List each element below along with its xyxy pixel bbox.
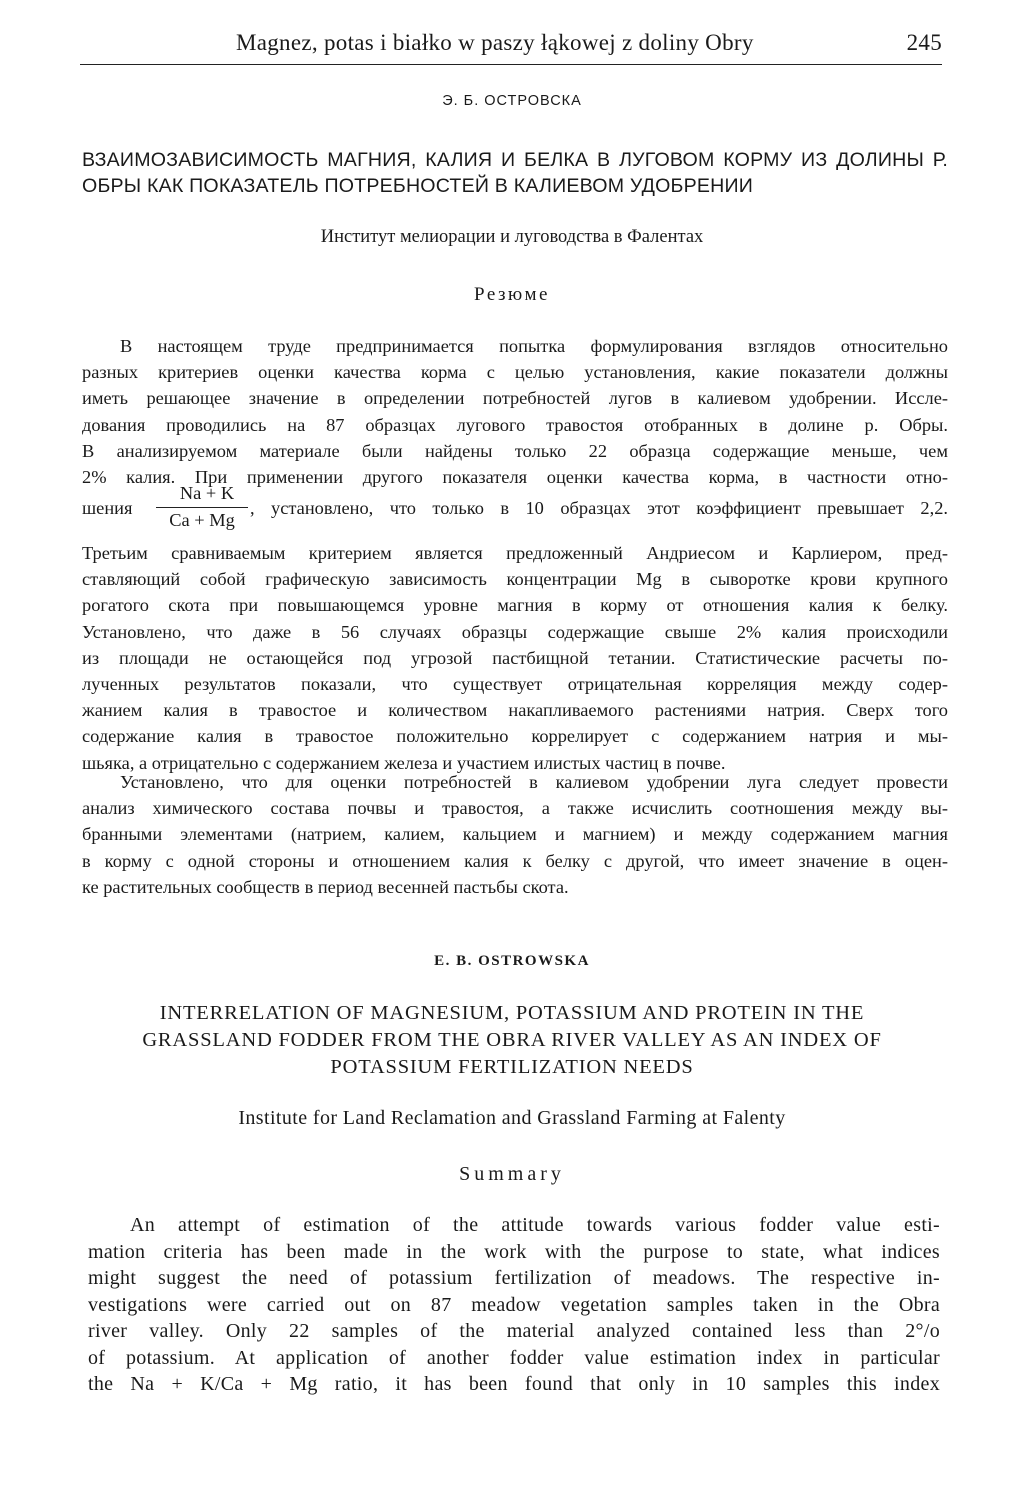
text-line: анализ химического состава почвы и травостоя, а также исчислить соотношения между вы- (82, 798, 948, 819)
text-line: Установлено, что для оценки потребностей в калиевом удобрении луга следует провести (120, 772, 948, 792)
text-line: Третьим сравниваемым критерием является предложенный Андриесом и Карлиером, пред- (82, 543, 948, 563)
fraction-denominator: Ca + Mg (169, 510, 235, 530)
text-line: ставляющий собой графическую зависимость концентрации Mg в сыворотке крови крупного (82, 569, 948, 590)
english-institute: Institute for Land Reclamation and Grassland Farming at Falenty (238, 1107, 786, 1129)
english-section-heading: Summary (459, 1163, 565, 1185)
text-line: ке растительных сообществ в период весенней пастьбы скота. (82, 876, 569, 897)
text-line: river valley. Only 22 samples of the material analyzed contained less than 2°/o (88, 1320, 940, 1342)
text-line: of potassium. At application of another fodder value estimation index in particular (88, 1346, 940, 1369)
text-line: в корму с одной стороны и отношением калия к белку с другой, что имеет значение в оцен- (82, 850, 948, 871)
text-line: An attempt of estimation of the attitude towards various fodder value esti- (130, 1214, 940, 1236)
russian-paragraph-3 (82, 769, 948, 900)
text-line: В настоящем труде предпринимается попытка формулирования взглядов относительно (120, 336, 948, 356)
russian-institute: Институт мелиорации и луговодства в Фалентах (320, 227, 704, 247)
text-line: бранными элементами (натрием, калием, кальцием и магнием) и между содержанием магния (82, 824, 948, 845)
text-line: Установлено, что даже в 56 случаях образцы содержащие свыше 2% калия происходили (82, 621, 948, 642)
ratio-formula-line (82, 482, 948, 542)
english-summary-paragraph (88, 1212, 940, 1398)
text-line: лученных результатов показали, что существует отрицательная корреляция между содер- (82, 673, 948, 694)
text-line: the Na + K/Ca + Mg ratio, it has been found that only in 10 samples this index (88, 1373, 940, 1395)
running-head (80, 30, 942, 56)
english-author: E. B. OSTROWSKA (434, 953, 590, 969)
russian-section-heading: Резюме (474, 284, 550, 305)
text-line: жанием калия в травостое и количеством накапливаемого растениями натрия. Сверх того (82, 700, 948, 721)
russian-author: Э. Б. ОСТРОВСКА (442, 93, 582, 109)
fraction-numerator: Na + K (179, 483, 235, 503)
text-line: иметь решающее значение в определении потребностей лугов в калиевом удобрении. Иссле- (82, 388, 948, 409)
text-line: дования проводились на 87 образцах лугового травостоя отобранных в долине р. Обры. (82, 414, 948, 435)
text-line: рогатого скота при повышающемся уровне магния в корму от отношения калия к белку. (82, 595, 948, 616)
text-line: 2% калия. При применении другого показателя оценки качества корма, в частности отно- (82, 466, 948, 487)
russian-title: ВЗАИМОЗАВИСИМОСТЬ МАГНИЯ, КАЛИЯ И БЕЛКА В ЛУГОВОМ КОРМУ ИЗ ДОЛИНЫ Р. ОБРЫ КАК ПОКАЗАТЕЛЬ ПОТРЕБНОСТЕЙ В КАЛИЕВОМ УДОБРЕНИИ (82, 149, 948, 197)
header-rule (80, 64, 942, 65)
text-line: содержание калия в травостое положительно коррелирует с содержанием натрия и мы- (82, 726, 948, 747)
text-line: В анализируемом материале были найдены только 22 образца содержащие меньше, чем (82, 440, 948, 461)
text-line: might suggest the need of potassium fertilization of meadows. The respective in- (88, 1267, 940, 1289)
russian-paragraph-2 (82, 540, 948, 776)
english-title: INTERRELATION OF MAGNESIUM, POTASSIUM AND PROTEIN IN THE GRASSLAND FODDER FROM THE OBRA RIVER VALLEY AS AN INDEX OF POTASSIUM FERTILIZATION NEEDS (142, 1002, 882, 1078)
formula-trail-text: , установлено, что только в 10 образцах этот коэффициент превышает 2,2. (250, 498, 948, 518)
russian-paragraph-1 (82, 333, 948, 490)
text-line: из площади не остающейся под угрозой пастбищной тетании. Статистические расчеты по- (82, 647, 948, 668)
text-line: шьяка, а отрицательно с содержанием железа и участием илистых частиц в почве. (82, 752, 726, 773)
text-line: mation criteria has been made in the work with the purpose to state, what indices (88, 1240, 940, 1263)
page-number: 245 (906, 30, 942, 55)
formula-lead-text: шения (82, 498, 133, 518)
fraction-bar (156, 507, 248, 508)
ratio-fraction (156, 482, 248, 532)
text-line: разных критериев оценки качества корма с целью установления, какие показатели должны (82, 362, 948, 383)
running-head-title: Magnez, potas i białko w paszy łąkowej z doliny Obry (236, 30, 754, 55)
text-line: vestigations were carried out on 87 meadow vegetation samples taken in the Obra (88, 1293, 940, 1316)
